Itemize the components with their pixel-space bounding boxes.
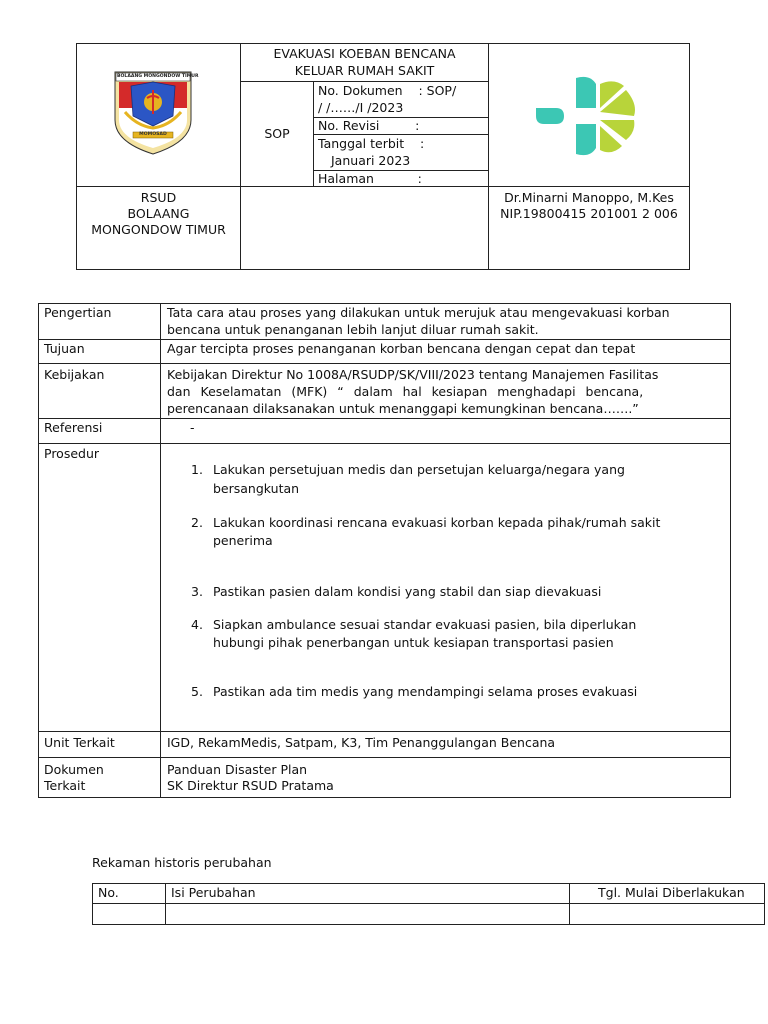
history-heading: Rekaman historis perubahan: [92, 855, 272, 870]
step-number: 3.: [191, 584, 203, 599]
step-line-1: Lakukan persetujuan medis dan persetujan keluarga/negara yang: [213, 462, 625, 477]
title-line-1: EVAKUASI KOEBAN BENCANA: [273, 46, 456, 61]
kebijakan-line-3: perencanaan dilaksanakan untuk menanggapi kemungkinan bencana…….”: [167, 401, 639, 416]
rsud-line-1: RSUD: [140, 190, 177, 205]
history-col-tgl: Tgl. Mulai Diberlakukan: [598, 885, 745, 900]
label-dokumen-line-2: Terkait: [44, 778, 86, 793]
label-dokumen-line-1: Dokumen: [44, 762, 104, 777]
dokumen-line-1: Panduan Disaster Plan: [167, 762, 308, 777]
signer-nip: NIP.19800415 201001 2 006: [500, 206, 678, 221]
step-number: 5.: [191, 684, 203, 699]
step-line-1: Lakukan koordinasi rencana evakuasi korban kepada pihak/rumah sakit: [213, 515, 661, 530]
no-dokumen-line-1: No. Dokumen : SOP/: [318, 83, 457, 98]
referensi-text: -: [190, 420, 195, 435]
rsud-line-2: BOLAANG: [127, 206, 190, 221]
tanggal-terbit-line-2: Januari 2023: [331, 153, 411, 168]
step-number: 4.: [191, 617, 203, 632]
signer-name: Dr.Minarni Manoppo, M.Kes: [504, 190, 674, 205]
kebijakan-line-2: dan Keselamatan (MFK) “ dalam hal kesiapan menghadapi bencana,: [167, 384, 644, 399]
step-line-1: Pastikan pasien dalam kondisi yang stabil dan siap dievakuasi: [213, 584, 602, 599]
unit-terkait-text: IGD, RekamMedis, Satpam, K3, Tim Penanggulangan Bencana: [167, 735, 556, 750]
tanggal-terbit-line-1: Tanggal terbit :: [318, 136, 425, 151]
step-line-2: penerima: [213, 533, 273, 548]
history-col-isi: Isi Perubahan: [171, 885, 256, 900]
pengertian-line-2: bencana untuk penanganan lebih lanjut diluar rumah sakit.: [167, 322, 539, 337]
step-line-2: bersangkutan: [213, 481, 300, 496]
label-tujuan: Tujuan: [44, 341, 85, 356]
no-revisi: No. Revisi :: [318, 118, 420, 133]
step-line-1: Siapkan ambulance sesuai standar evakuasi pasien, bila diperlukan: [213, 617, 637, 632]
emblem-bottom-text: MOMOSAD: [139, 132, 167, 137]
label-pengertian: Pengertian: [44, 305, 112, 320]
step-line-1: Pastikan ada tim medis yang mendampingi selama proses evakuasi: [213, 684, 638, 699]
label-prosedur: Prosedur: [44, 446, 100, 461]
label-referensi: Referensi: [44, 420, 103, 435]
tujuan-text: Agar tercipta proses penanganan korban bencana dengan cepat dan tepat: [167, 341, 636, 356]
no-dokumen-line-2: / /……/I /2023: [318, 100, 404, 115]
emblem-top-text: BOLAANG MONGONDOW TIMUR: [117, 74, 199, 79]
step-number: 2.: [191, 515, 203, 530]
step-line-2: hubungi pihak penerbangan untuk kesiapan transportasi pasien: [213, 635, 614, 650]
halaman: Halaman :: [318, 171, 422, 186]
title-line-2: KELUAR RUMAH SAKIT: [294, 63, 435, 78]
sop-label: SOP: [264, 126, 290, 141]
rsud-line-3: MONGONDOW TIMUR: [91, 222, 226, 237]
label-unit-terkait: Unit Terkait: [44, 735, 115, 750]
dokumen-line-2: SK Direktur RSUD Pratama: [167, 778, 334, 793]
label-kebijakan: Kebijakan: [44, 367, 105, 382]
kebijakan-line-1: Kebijakan Direktur No 1008A/RSUDP/SK/VIII/2023 tentang Manajemen Fasilitas: [167, 367, 659, 382]
history-col-no: No.: [98, 885, 119, 900]
hospital-logo: [534, 74, 640, 158]
regency-emblem: [111, 68, 199, 156]
pengertian-line-1: Tata cara atau proses yang dilakukan untuk merujuk atau mengevakuasi korban: [167, 305, 670, 320]
step-number: 1.: [191, 462, 203, 477]
